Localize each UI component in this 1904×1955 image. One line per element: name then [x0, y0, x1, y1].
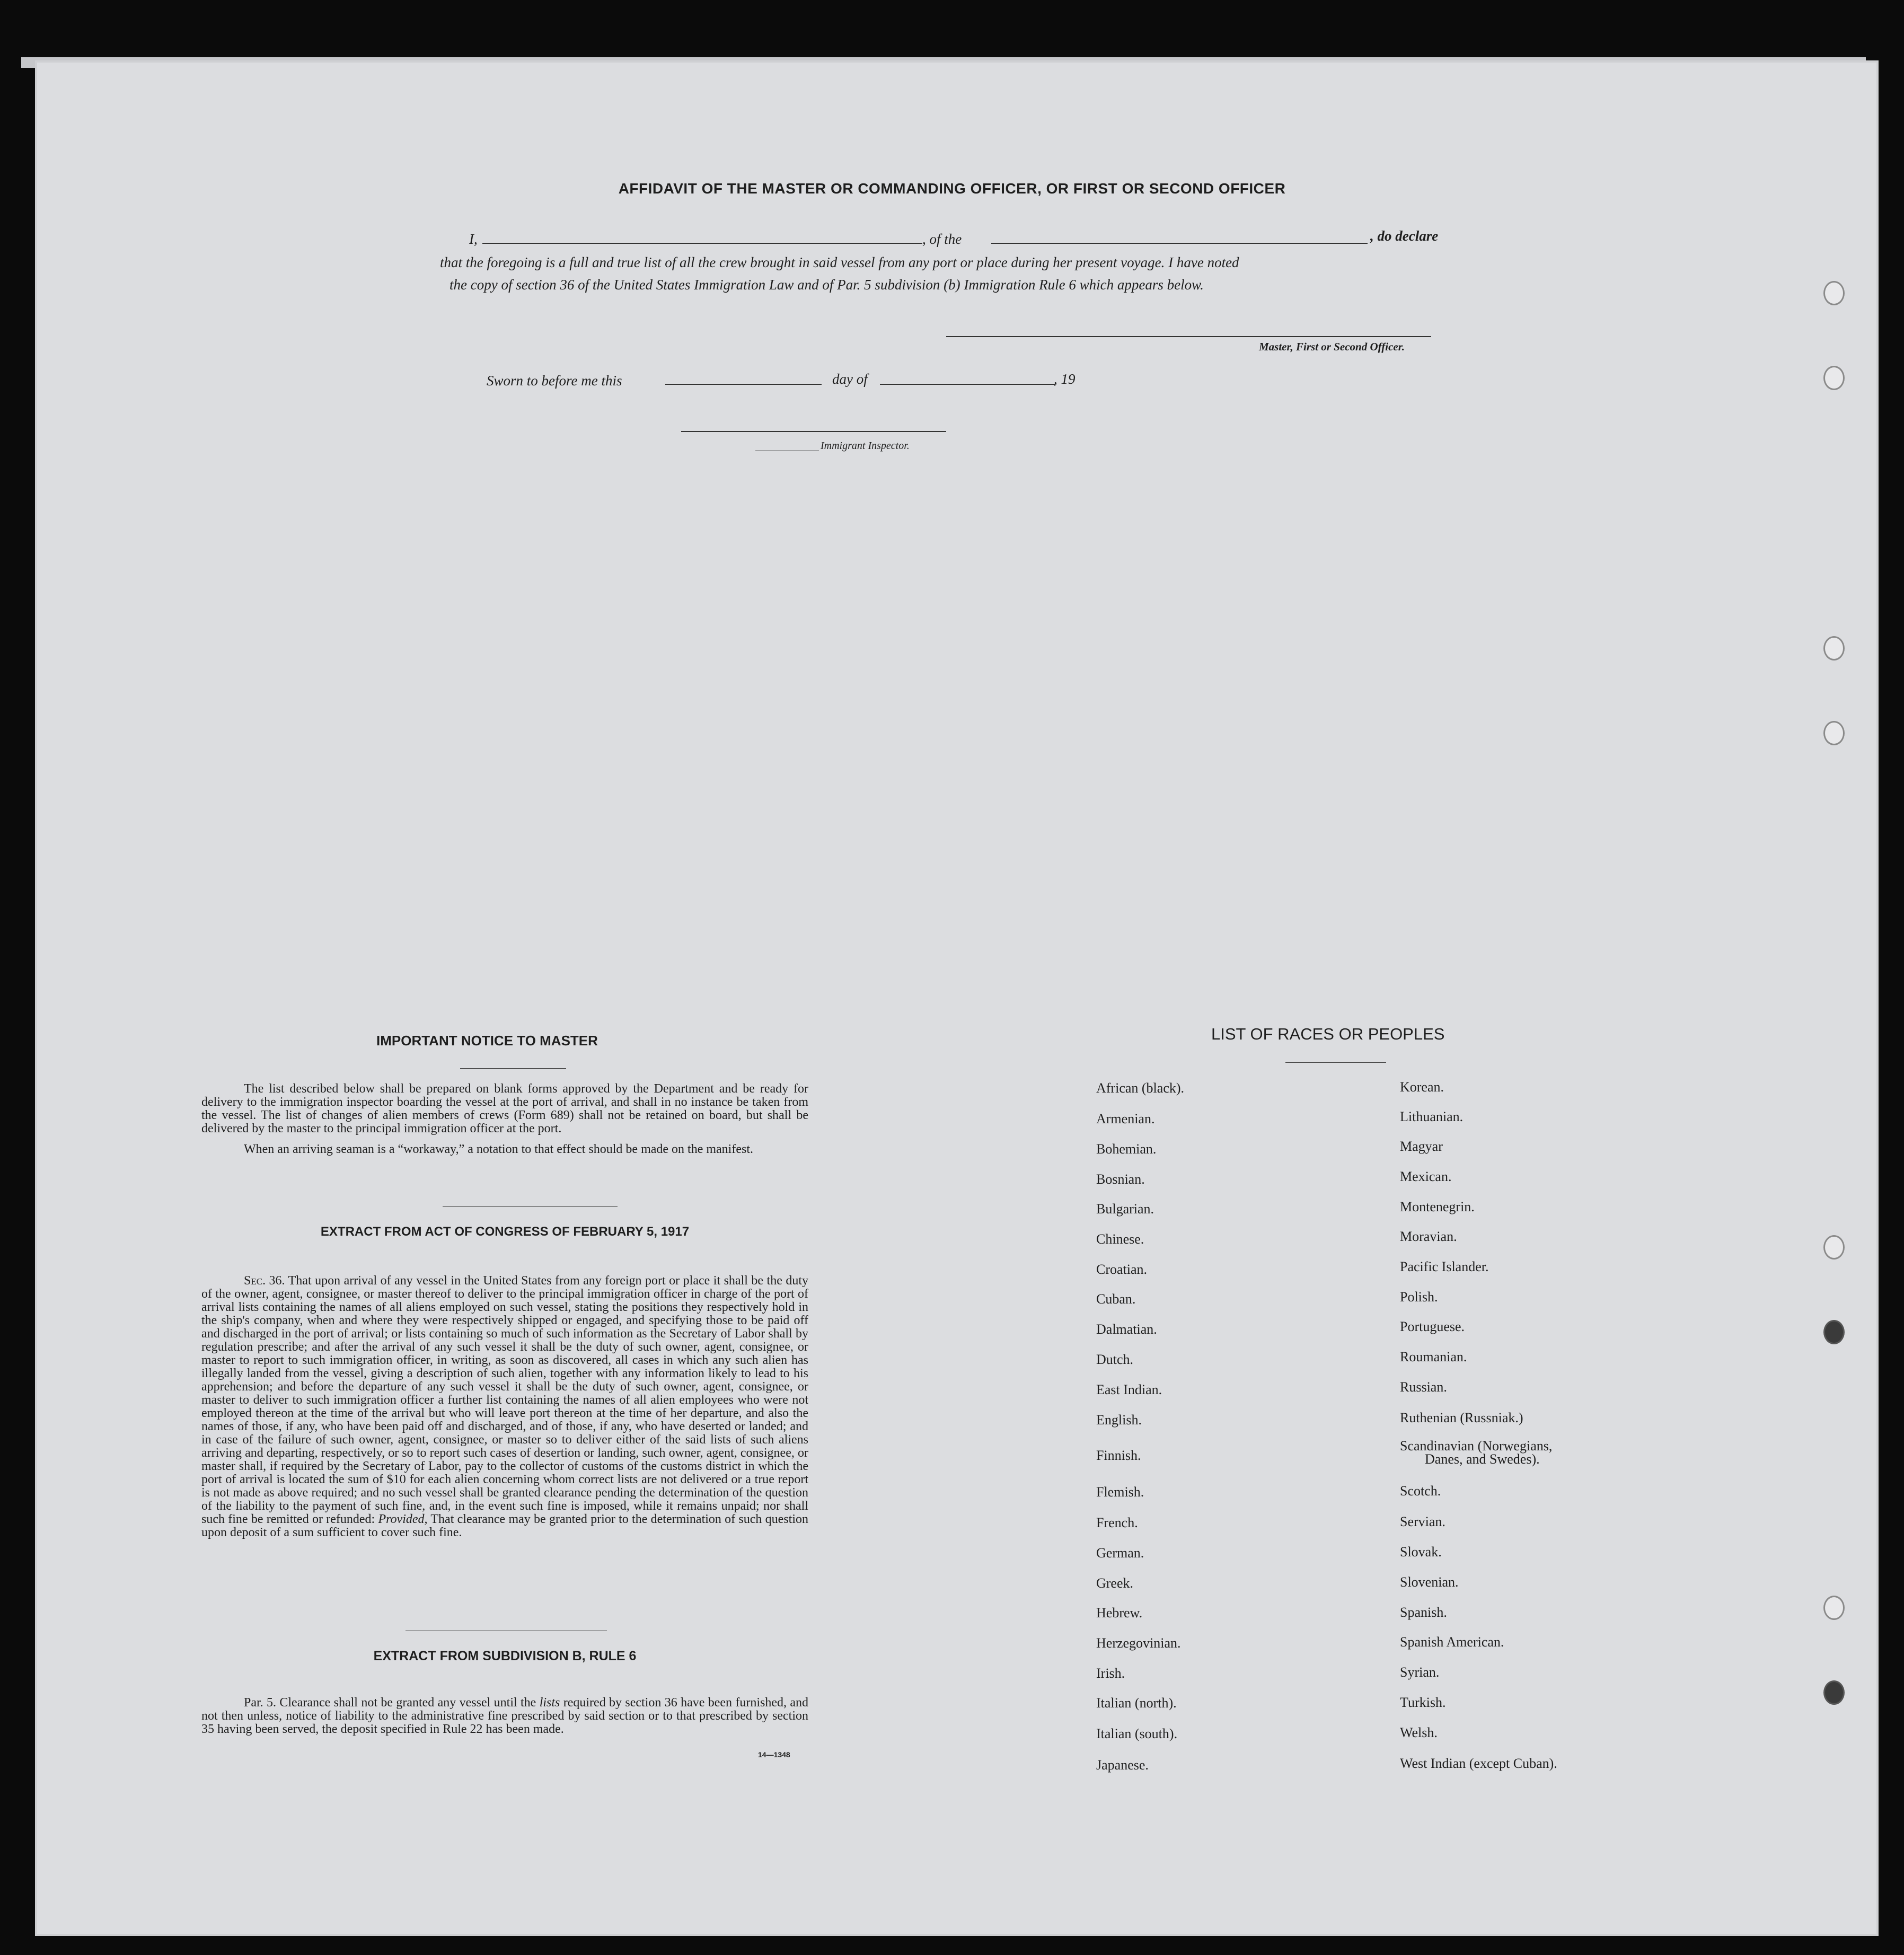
- race-item: Polish.: [1400, 1289, 1438, 1305]
- race-item: Bosnian.: [1096, 1172, 1145, 1187]
- vessel-blank-line: [991, 243, 1368, 244]
- punch-hole: [1823, 281, 1845, 305]
- race-item: Slovenian.: [1400, 1574, 1459, 1590]
- race-item: Cuban.: [1096, 1291, 1136, 1307]
- race-item: Lithuanian.: [1400, 1109, 1464, 1124]
- affidavit-line-3: the copy of section 36 of the United States Immigration Law and of Par. 5 subdivision (b) Immigration Rule 6 which appears below.: [449, 277, 1204, 293]
- race-item: Dalmatian.: [1096, 1322, 1157, 1337]
- affidavit-title: AFFIDAVIT OF THE MASTER OR COMMANDING OFFICER, OR FIRST OR SECOND OFFICER: [618, 180, 1286, 197]
- extract-act-title: EXTRACT FROM ACT OF CONGRESS OF FEBRUARY 5, 1917: [320, 1225, 690, 1239]
- divider: [1285, 1062, 1386, 1063]
- rule-text-a: Par. 5. Clearance shall not be granted any vessel until the: [244, 1696, 536, 1710]
- race-item: Herzegovinian.: [1096, 1635, 1181, 1651]
- race-item: French.: [1096, 1515, 1138, 1530]
- race-item: West Indian (except Cuban).: [1400, 1756, 1557, 1771]
- section-36-text: That upon arrival of any vessel in the United States from any foreign port or place it shall be the duty of the owner, agent, consignee, or master thereof to deliver to the principal immigration officer in charge of the port of arrival lists containing the names of all aliens employed on such vessel, stating the positions they respectively hold in the ship's company, when and where they were respectively shipped or engaged, and specifying those to be paid off and discharged in the port of arrival; or lists containing so much of such information as the Secretary of Labor shall by regulation prescribe; and after the arrival of any such vessel it shall be the duty of such owner, agent, consignee, or master to report to such immigration officer, in writing, as soon as discovered, all cases in which any such alien has illegally landed from the vessel, giving a description of such alien, together with any information likely to lead to his apprehension; and before the departure of any such vessel it shall be the duty of such owner, agent, consignee, or master to deliver to such immigration officer a further list containing the names of all alien employees who were not employed thereon at the time of the arrival but who will leave port thereon at the time of her departure, and also the names of those, if any, who have been paid off and discharged, and of those, if any, who have deserted or landed; and in case of the failure of such owner, agent, consignee, or master so to deliver either of the said lists of such aliens arriving and departing, respectively, or so to report such cases of desertion or landing, such owner, agent, consignee, or master shall, if required by the Secretary of Labor, pay to the collector of customs of the customs district in which the port of arrival is located the sum of $10 for each alien concerning whom correct lists are not delivered or a true report is not made as above required; and no such vessel shall be granted clearance pending the determination of the question of the liability to the payment of such fine, and, in the event such fine is imposed, while it remains unpaid; nor shall such fine be remitted or refunded:: [201, 1274, 809, 1526]
- race-item: Italian (south).: [1096, 1726, 1178, 1741]
- race-item: Japanese.: [1096, 1757, 1149, 1773]
- punch-hole: [1823, 366, 1845, 390]
- race-item: Armenian.: [1096, 1111, 1155, 1126]
- signature-line: [946, 336, 1431, 337]
- do-declare-label: , do declare: [1370, 228, 1439, 244]
- race-item: Spanish.: [1400, 1605, 1447, 1620]
- race-item: English.: [1096, 1412, 1142, 1428]
- divider: [460, 1068, 566, 1069]
- form-number: 14—1348: [758, 1750, 790, 1759]
- race-item: Welsh.: [1400, 1725, 1438, 1740]
- race-item: Italian (north).: [1096, 1695, 1177, 1711]
- race-item: African (black).: [1096, 1080, 1185, 1096]
- race-item: East Indian.: [1096, 1382, 1162, 1397]
- race-item: Bohemian.: [1096, 1141, 1157, 1157]
- notice-paragraph-2: When an arriving seaman is a “workaway,” a notation to that effect should be made on the manifest.: [244, 1142, 753, 1156]
- race-item: Montenegrin.: [1400, 1199, 1475, 1214]
- of-the-label: , of the: [922, 231, 962, 247]
- race-item: Ruthenian (Russniak.): [1400, 1410, 1523, 1425]
- punch-hole: [1823, 1596, 1845, 1620]
- rule-text-b: required by section 36 have been furnished, and not then unless, notice of liability to the administrative fine prescribed by said section or to that prescribed by section 35 having been served, the deposit specified in Rule 22 has been made.: [201, 1696, 809, 1736]
- race-item: Roumanian.: [1400, 1349, 1467, 1364]
- extract-act-body: [201, 1274, 808, 1539]
- race-item: Syrian.: [1400, 1665, 1440, 1680]
- race-item: Spanish American.: [1400, 1634, 1504, 1650]
- lists-word: lists: [539, 1696, 560, 1710]
- section-label: Sec. 36.: [244, 1274, 285, 1288]
- punch-hole: [1823, 1680, 1845, 1705]
- race-item: Mexican.: [1400, 1169, 1452, 1184]
- section-36-paragraph: [201, 1274, 808, 1539]
- race-item: Chinese.: [1096, 1231, 1144, 1247]
- race-item: Greek.: [1096, 1575, 1134, 1591]
- race-item: Croatian.: [1096, 1262, 1148, 1277]
- notice-paragraph-1: The list described below shall be prepared on blank forms approved by the Department and be ready for delivery to the immigration inspector boarding the vessel at the port of arrival, and shall in no instance be taken from the vessel. The list of changes of alien members of crews (Form 689) shall not be retained on board, but shall be delivered by the master to the principal immigration officer at the port.: [201, 1082, 808, 1135]
- day-blank-line: [665, 384, 822, 385]
- inspector-caption: Immigrant Inspector.: [821, 440, 910, 452]
- race-item: Hebrew.: [1096, 1605, 1143, 1621]
- race-item: Scandinavian (Norwegians,: [1400, 1438, 1553, 1454]
- race-item: Finnish.: [1096, 1448, 1141, 1463]
- race-item: Slovak.: [1400, 1544, 1442, 1560]
- race-item: Portuguese.: [1400, 1319, 1465, 1334]
- year-label: , 19: [1054, 371, 1076, 387]
- races-title: LIST OF RACES OR PEOPLES: [1211, 1025, 1445, 1043]
- race-item: Flemish.: [1096, 1484, 1144, 1500]
- race-item: Korean.: [1400, 1079, 1444, 1095]
- race-item: Servian.: [1400, 1514, 1445, 1529]
- punch-hole: [1823, 721, 1845, 745]
- race-item: Moravian.: [1400, 1229, 1457, 1244]
- affidavit-line-2: that the foregoing is a full and true list of all the crew brought in said vessel from any port or place during her present voyage. I have noted: [440, 254, 1239, 270]
- month-blank-line: [880, 384, 1055, 385]
- notice-title: IMPORTANT NOTICE TO MASTER: [376, 1033, 598, 1049]
- sworn-label: Sworn to before me this: [487, 373, 622, 389]
- scandinavian-continuation: Danes, and Swedes).: [1425, 1451, 1540, 1467]
- i-label: I,: [469, 231, 478, 247]
- punch-hole: [1823, 1320, 1845, 1344]
- race-item: Russian.: [1400, 1379, 1447, 1395]
- extract-rule-title: EXTRACT FROM SUBDIVISION B, RULE 6: [373, 1649, 637, 1663]
- section-36-text-end: That clearance may be granted prior to the determination of such question upon deposit of a sum sufficient to cover such fine.: [201, 1512, 809, 1539]
- race-item: Irish.: [1096, 1666, 1125, 1681]
- punch-hole: [1823, 1235, 1845, 1260]
- race-item: Bulgarian.: [1096, 1201, 1154, 1217]
- notice-body: [201, 1082, 808, 1164]
- extract-rule-body: [201, 1696, 808, 1736]
- race-item: Turkish.: [1400, 1695, 1446, 1710]
- name-blank-line: [482, 243, 922, 244]
- signature-caption: Master, First or Second Officer.: [1259, 340, 1405, 353]
- punch-hole: [1823, 636, 1845, 661]
- rule-paragraph: [201, 1696, 808, 1736]
- race-item: Magyar: [1400, 1139, 1443, 1154]
- race-item: Scotch.: [1400, 1483, 1441, 1499]
- race-item: German.: [1096, 1545, 1144, 1561]
- race-item: Dutch.: [1096, 1352, 1134, 1367]
- provided-word: Provided,: [378, 1512, 428, 1526]
- race-item: Pacific Islander.: [1400, 1259, 1489, 1274]
- inspector-signature-line: [681, 431, 946, 432]
- day-of-label: day of: [832, 371, 868, 387]
